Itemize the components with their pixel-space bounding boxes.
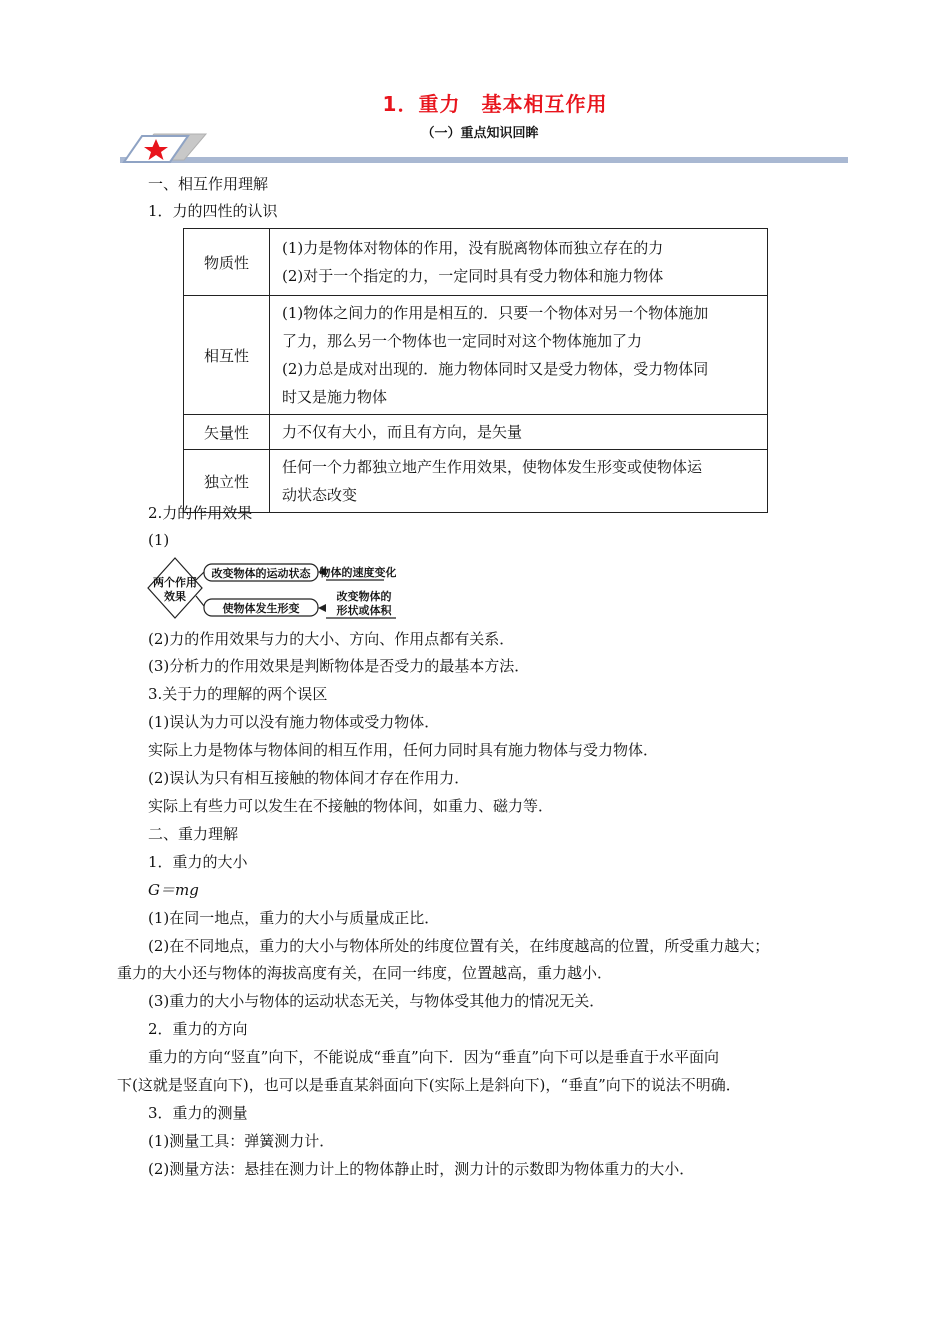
desc-line: (2)对于一个指定的力，一定同时具有受力物体和施力物体 — [282, 267, 664, 285]
paragraph: 实际上有些力可以发生在不接触的物体间，如重力、磁力等． — [148, 797, 554, 815]
paragraph: (2)力的作用效果与力的大小、方向、作用点都有关系． — [148, 630, 515, 648]
paragraph: (2)在不同地点，重力的大小与物体所处的纬度位置有关，在纬度越高的位置，所受重力越大； — [148, 937, 770, 955]
table-cell-label: 物质性 — [184, 229, 270, 296]
force-effects-diagram — [146, 556, 396, 622]
desc-line: 力不仅有大小，而且有方向，是矢量 — [282, 423, 523, 441]
subheading-misconceptions: 3.关于力的理解的两个误区 — [148, 685, 328, 703]
banner-line — [120, 157, 848, 163]
paragraph: (1)测量工具：弹簧测力计． — [148, 1132, 335, 1150]
subheading-gravity-size: 1．重力的大小 — [148, 853, 248, 871]
paragraph: (1)在同一地点，重力的大小与质量成正比． — [148, 909, 440, 927]
subheading-effects: 2.力的作用效果 — [148, 504, 253, 522]
desc-line: 动状态改变 — [282, 486, 358, 504]
diagram-top-left: 改变物体的运动状态 — [211, 567, 311, 580]
paragraph: 重力的大小还与物体的海拔高度有关，在同一纬度，位置越高，重力越小． — [117, 964, 613, 982]
star-icon — [118, 130, 210, 166]
paragraph: 重力的方向“竖直”向下，不能说成“垂直”向下．因为“垂直”向下可以是垂直于水平面向 — [148, 1048, 720, 1066]
paragraph: 下(这就是竖直向下)，也可以是垂直某斜面向下(实际上是斜向下)，“垂直”向下的说法不明确． — [117, 1076, 741, 1094]
table-cell-desc — [270, 450, 768, 513]
diagram-center-line2: 效果 — [164, 590, 186, 603]
table-cell-label: 相互性 — [184, 296, 270, 415]
table-cell-label: 矢量性 — [184, 415, 270, 450]
section1-heading: 一、相互作用理解 — [148, 175, 269, 193]
diagram-top-right: 物体的速度变化 — [319, 566, 396, 579]
page-title: 1．重力 基本相互作用 — [382, 92, 608, 116]
desc-line: (1)力是物体对物体的作用，没有脱离物体而独立存在的力 — [282, 239, 664, 257]
table-cell-desc — [270, 415, 768, 450]
table-row — [184, 415, 768, 450]
desc-line: 时又是施力物体 — [282, 388, 388, 406]
table-row — [184, 450, 768, 513]
table-row — [184, 229, 768, 296]
desc-line: 了力，那么另一个物体也一定同时对这个物体施加了力 — [282, 332, 643, 350]
force-properties-table — [183, 228, 768, 513]
table-cell-desc — [270, 229, 768, 296]
paragraph: (3)分析力的作用效果是判断物体是否受力的最基本方法． — [148, 657, 530, 675]
table-cell-label: 独立性 — [184, 450, 270, 513]
diagram-bottom-left: 使物体发生形变 — [222, 602, 300, 615]
table-cell-desc — [270, 296, 768, 415]
diagram-bottom-right-line1: 改变物体的 — [336, 590, 392, 603]
subheading-gravity-direction: 2．重力的方向 — [148, 1020, 248, 1038]
section2-heading: 二、重力理解 — [148, 825, 239, 843]
subheading-gravity-measurement: 3．重力的测量 — [148, 1104, 248, 1122]
paragraph: 实际上力是物体与物体间的相互作用，任何力同时具有施力物体与受力物体． — [148, 741, 659, 759]
diagram-center-line1: 两个作用 — [153, 576, 197, 589]
desc-line: 任何一个力都独立地产生作用效果，使物体发生形变或使物体运 — [282, 458, 703, 476]
desc-line: (2)力总是成对出现的．施力物体同时又是受力物体，受力物体同 — [282, 360, 709, 378]
diagram-bottom-right-line2: 形状或体积 — [336, 604, 392, 617]
paragraph: (3)重力的大小与物体的运动状态无关，与物体受其他力的情况无关． — [148, 992, 605, 1010]
paragraph: (2)测量方法：悬挂在测力计上的物体静止时，测力计的示数即为物体重力的大小． — [148, 1160, 695, 1178]
paragraph: (1)误认为力可以没有施力物体或受力物体． — [148, 713, 440, 731]
formula: G＝mg — [148, 881, 199, 899]
paragraph: (2)误认为只有相互接触的物体间才存在作用力． — [148, 769, 470, 787]
table-row — [184, 296, 768, 415]
desc-line: (1)物体之间力的作用是相互的．只要一个物体对另一个物体施加 — [282, 304, 709, 322]
paragraph: (1) — [148, 531, 170, 549]
section-subtitle: （一）重点知识回眸 — [421, 126, 539, 141]
subheading-four-properties: 1．力的四性的认识 — [148, 202, 278, 220]
